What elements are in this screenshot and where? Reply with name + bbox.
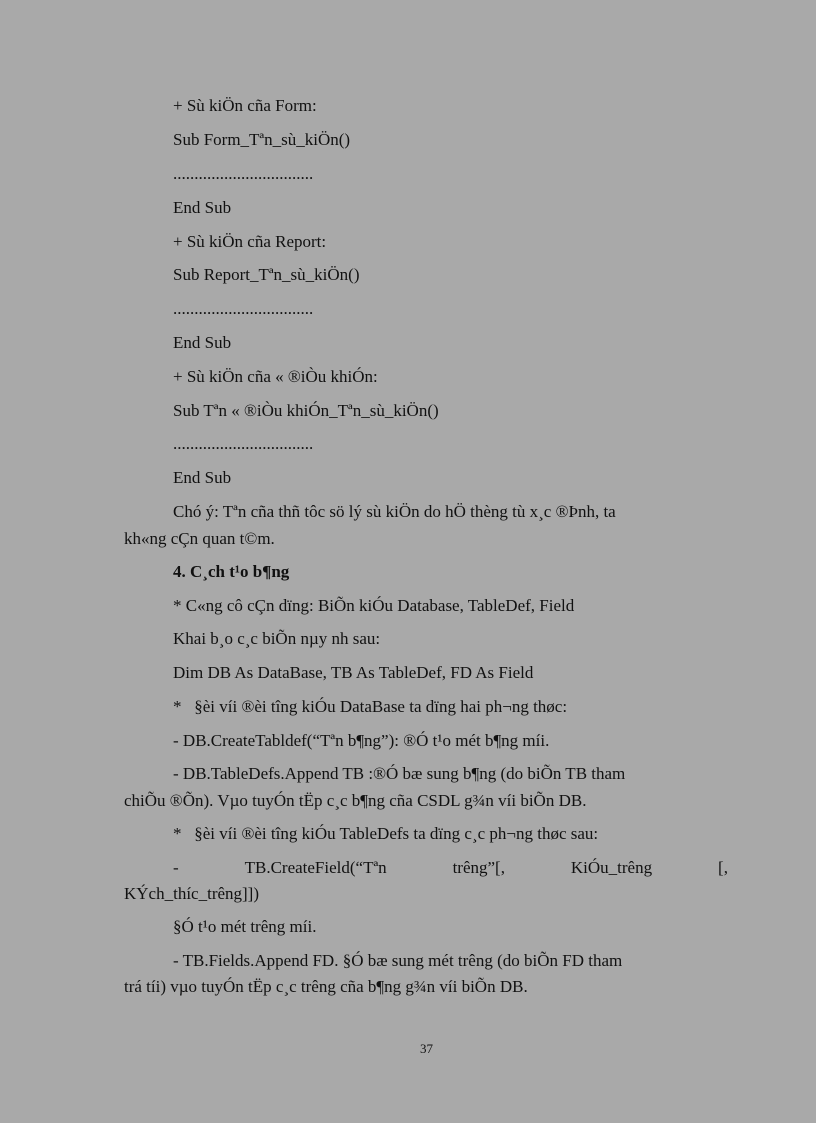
text-line: ................................. [173,164,314,183]
page-number: 37 [420,1041,433,1056]
tabledefs-intro-line: * §èi víi ®èi tîng kiÓu TableDefs ta dïng c¸c ph¬ng thøc sau: [173,824,599,843]
note-line-1: Chó ý: Tªn cña thñ tôc sö lý sù kiÖn do hÖ thèng tù x¸c ®Þnh, ta [173,502,616,521]
text-line: Sub Form_Tªn_sù_kiÖn() [173,130,351,149]
text-line: + Sù kiÖn cña Report: [173,232,327,251]
create-tabledef-line: - DB.CreateTabldef(“Tªn b¶ng”): ®Ó t¹o mét b¶ng míi. [173,731,550,750]
createfield-desc: §Ó t¹o mét trêng míi. [173,917,317,936]
text-line: End Sub [173,333,232,352]
tools-line: * C«ng cô cÇn dïng: BiÕn kiÓu Database, TableDef, Field [173,596,575,615]
append-line-1: - DB.TableDefs.Append TB :®Ó bæ sung b¶ng (do biÕn TB tham [173,764,626,783]
createfield-part: - [173,858,179,877]
createfield-part: [, [718,858,728,877]
createfield-line-2: KÝch_thíc_trêng]]) [124,884,260,903]
text-line: + Sù kiÖn cña Form: [173,96,317,115]
text-line: Sub Report_Tªn_sù_kiÖn() [173,265,360,284]
fields-append-line-1: - TB.Fields.Append FD. §Ó bæ sung mét trêng (do biÕn FD tham [173,951,623,970]
createfield-part: KiÓu_trêng [570,858,653,877]
fields-append-line-2: trá tíi) vµo tuyÓn tËp c¸c trêng cña b¶ng g¾n víi biÕn DB. [124,977,528,996]
dim-line: Dim DB As DataBase, TB As TableDef, FD As Field [173,663,534,682]
note-line-2: kh«ng cÇn quan t©m. [124,529,275,548]
text-line: + Sù kiÖn cña « ®iÒu khiÓn: [173,367,378,386]
createfield-part: trêng”[, [452,858,505,877]
append-line-2: chiÕu ®Õn). Vµo tuyÓn tËp c¸c b¶ng cña CSDL g¾n víi biÕn DB. [124,791,587,810]
text-line: ................................. [173,434,314,453]
declare-line: Khai b¸o c¸c biÕn nµy nh sau: [173,629,381,648]
text-line: End Sub [173,468,232,487]
createfield-part: TB.CreateField(“Tªn [244,858,387,877]
createfield-line-1 [173,857,728,879]
text-line: End Sub [173,198,232,217]
section-heading: 4. C¸ch t¹o b¶ng [173,562,290,581]
text-line: ................................. [173,299,314,318]
text-line: Sub Tªn « ®iÒu khiÓn_Tªn_sù_kiÖn() [173,401,439,420]
db-intro-line: * §èi víi ®èi tîng kiÓu DataBase ta dïng hai ph¬ng thøc: [173,697,568,716]
